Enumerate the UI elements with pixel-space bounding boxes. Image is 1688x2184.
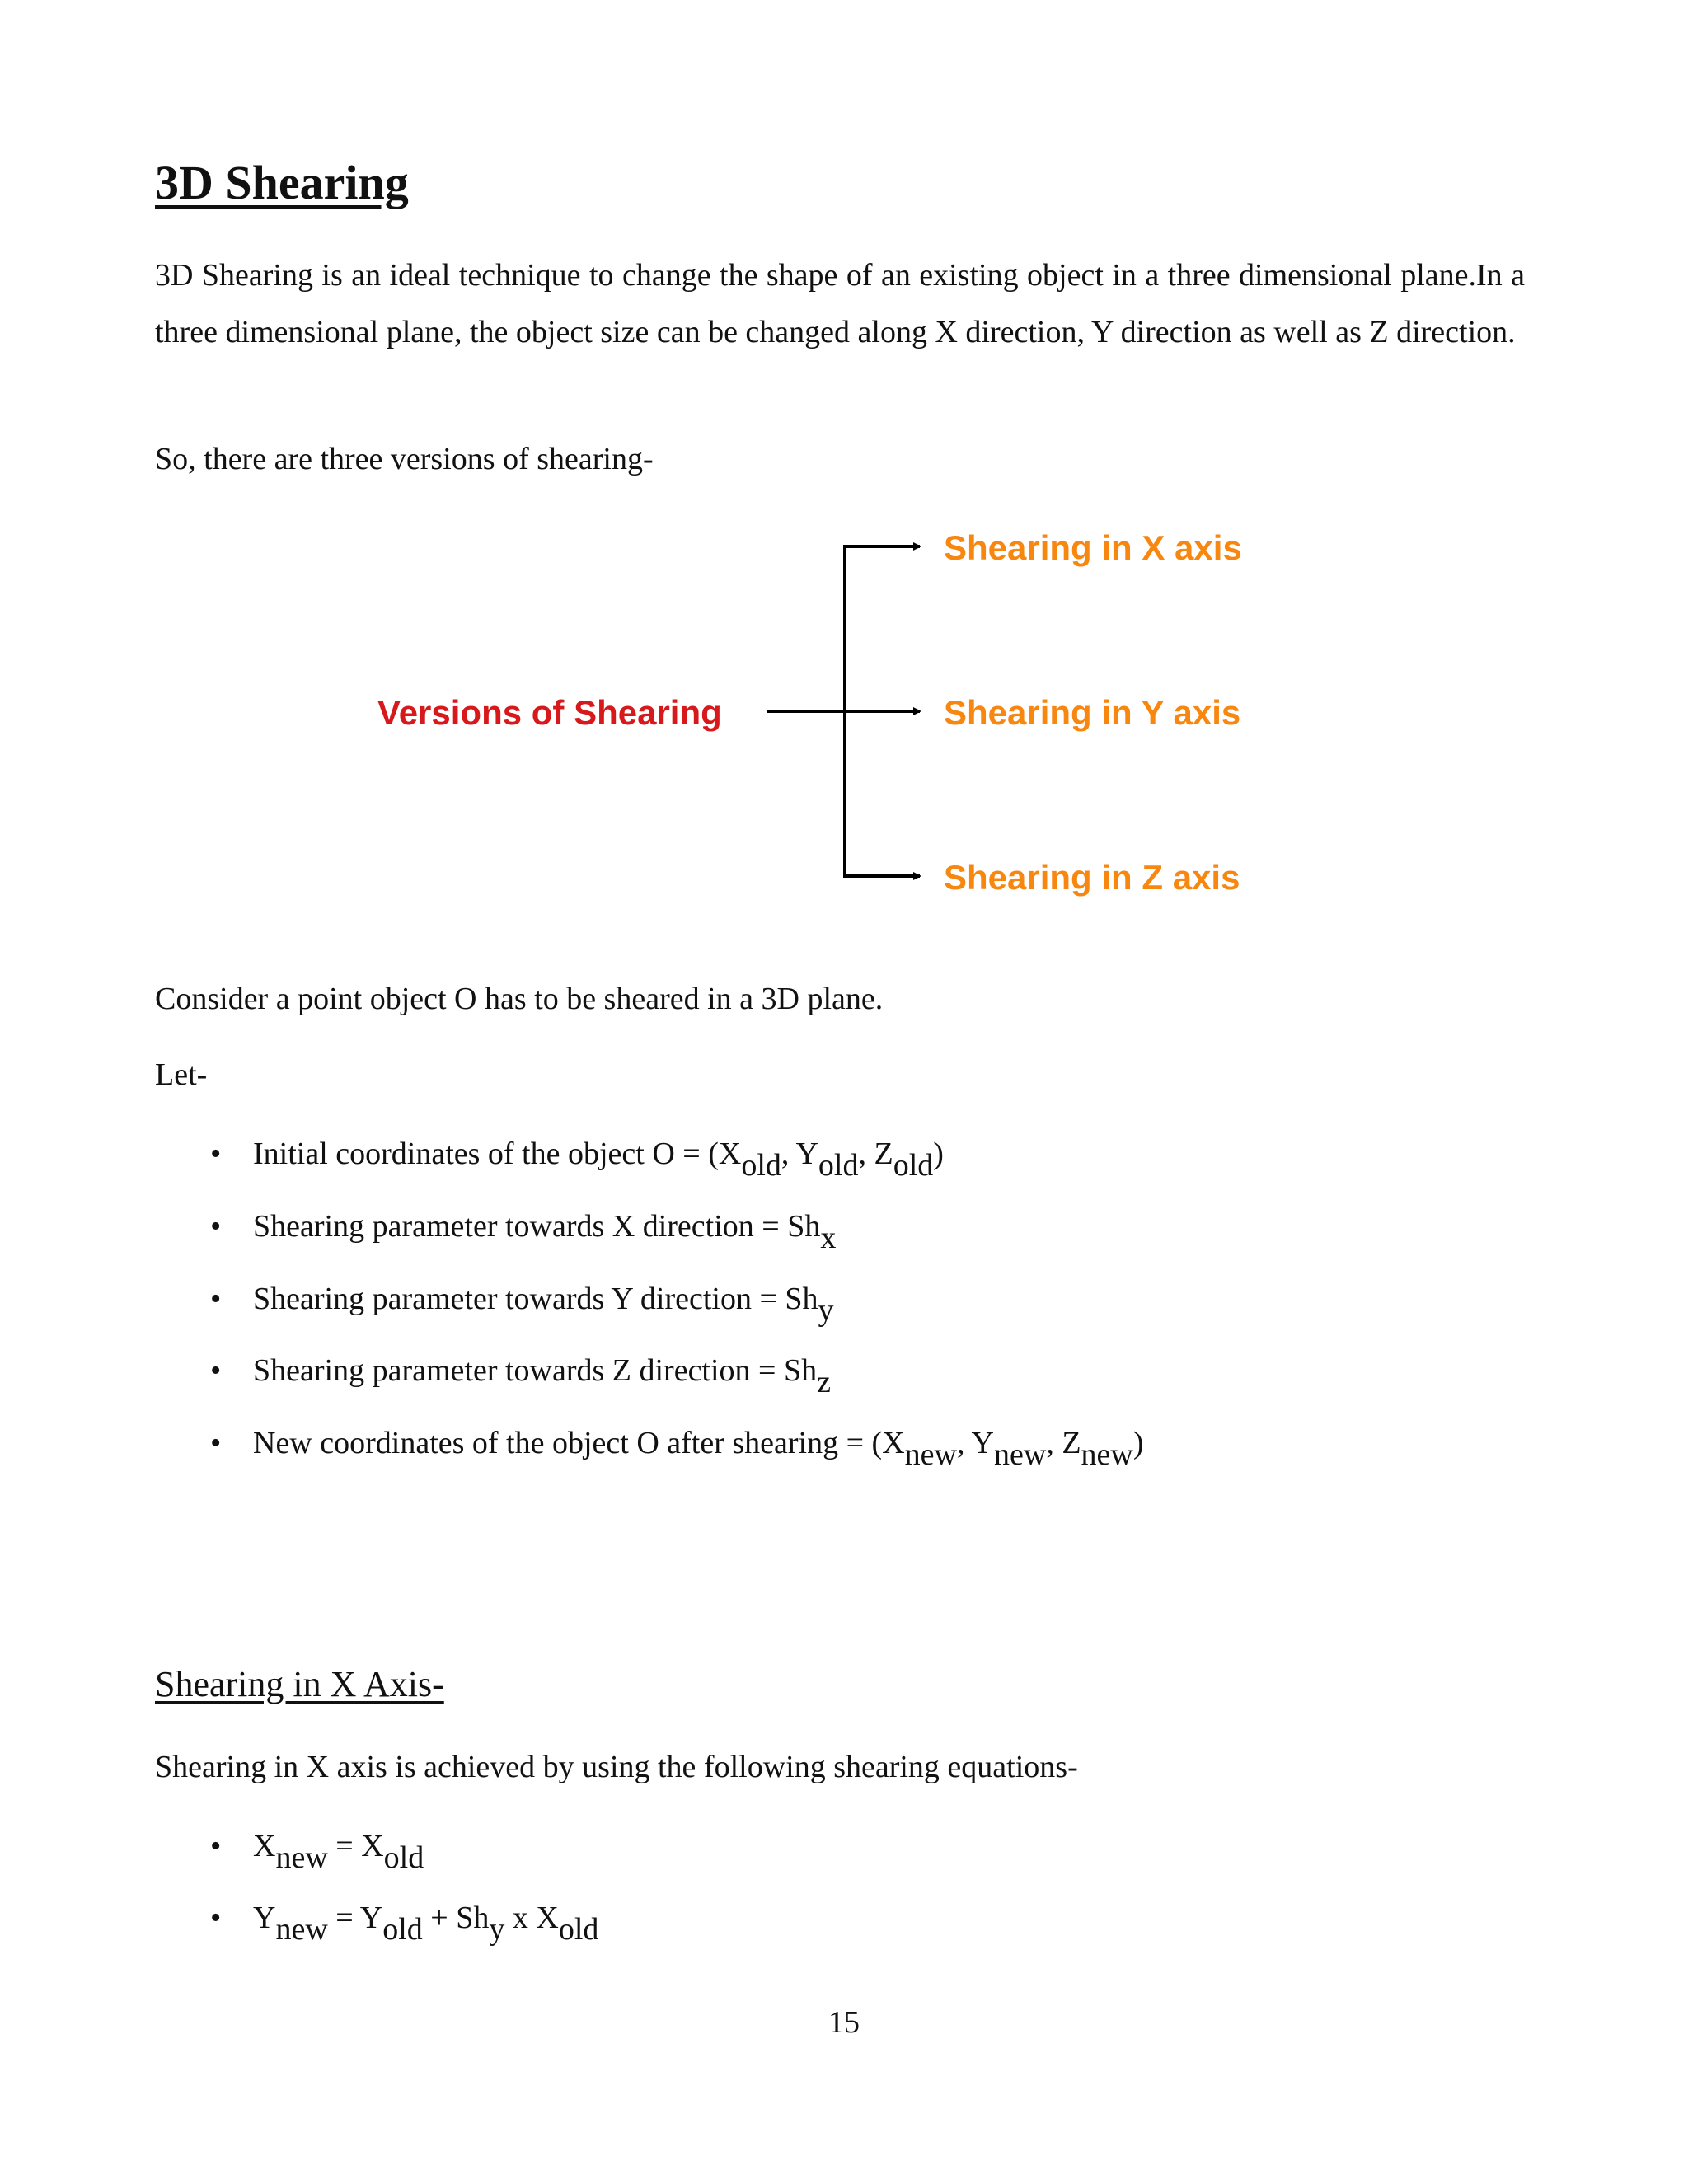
- bullet-symbol: •: [210, 1426, 222, 1460]
- intro-paragraph: 3D Shearing is an ideal technique to change the shape of an existing object in a three dimensional plane.In a three dimensional plane, the object size can be changed along X direction, Y direction as well as Z direction.: [155, 258, 1525, 349]
- versions-diagram: [363, 523, 1286, 902]
- bullet-symbol: •: [210, 1900, 222, 1935]
- page-number: 15: [828, 2005, 860, 2040]
- versions-intro-text: So, there are three versions of shearing-: [155, 442, 654, 476]
- bullet-symbol: •: [210, 1829, 222, 1863]
- list-item: • Initial coordinates of the object $O = (X_{old}$, $Y_{old}$, $Z_{old}$): [210, 1137, 944, 1183]
- consider-text: Consider a point object O has to be sheared in a 3D plane.: [155, 982, 884, 1016]
- diagram-root-label: Versions of Shearing: [377, 693, 722, 732]
- equation-y-new: • $Y_{new} = Y_{old} + Sh_y$ x $X_{old}$: [210, 1900, 599, 1947]
- bullet-symbol: •: [210, 1353, 222, 1388]
- bullet-symbol: •: [210, 1209, 222, 1244]
- branch-z-axis-label: Shearing in Z axis: [944, 858, 1240, 897]
- section-heading-x-axis: Shearing in X Axis-: [155, 1664, 444, 1704]
- branch-x-axis-label: Shearing in X axis: [944, 528, 1242, 567]
- list-item: • Shearing parameter towards X direction = $Sh_x$: [210, 1209, 837, 1255]
- list-item: • Shearing parameter towards Y direction = $Sh_y$: [210, 1282, 834, 1328]
- section-x-description: Shearing in X axis is achieved by using the following shearing equations-: [155, 1750, 1078, 1784]
- branch-y-axis-label: Shearing in Y axis: [944, 693, 1241, 732]
- bullet-symbol: •: [210, 1282, 222, 1316]
- list-item: • New coordinates of the object O after shearing = ($X_{new}$, $Y_{new}$, $Z_{new}$): [210, 1426, 1144, 1472]
- equation-x-new: • $X_{new} = X_{old}$: [210, 1829, 424, 1875]
- page-title: 3D Shearing: [155, 156, 409, 209]
- bullet-symbol: •: [210, 1137, 222, 1171]
- let-text: Let-: [155, 1057, 208, 1092]
- list-item: • Shearing parameter towards Z direction = $Sh_z$: [210, 1353, 831, 1399]
